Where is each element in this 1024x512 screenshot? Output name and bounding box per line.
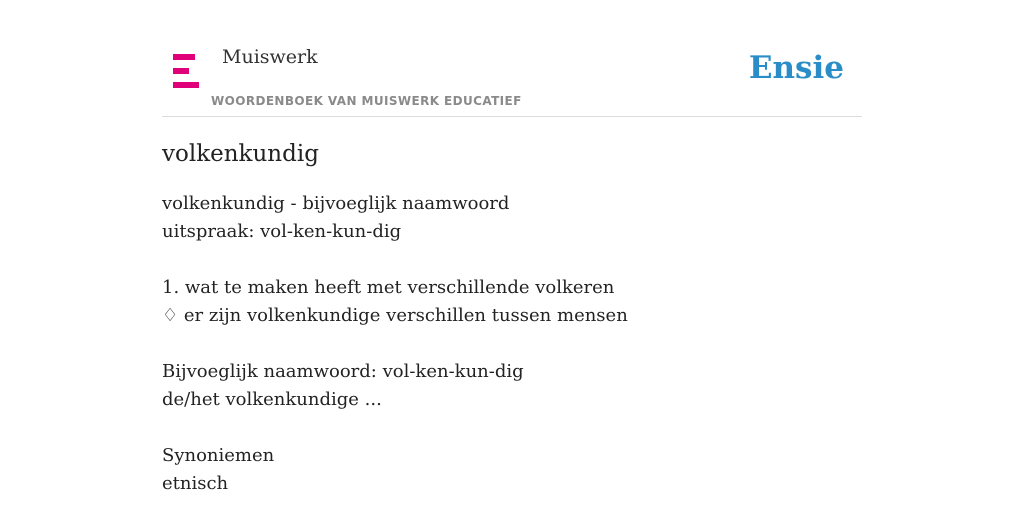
logo-bar-bottom — [173, 82, 199, 88]
entry-line: 1. wat te maken heeft met verschillende volkeren — [162, 277, 615, 298]
brand-subtitle: WOORDENBOEK VAN MUISWERK EDUCATIEF — [211, 94, 522, 108]
entry-body — [162, 190, 862, 498]
entry-title: volkenkundig — [162, 141, 319, 167]
entry-line: uitspraak: vol-ken-kun-dig — [162, 221, 402, 242]
entry-line: Synoniemen — [162, 445, 275, 466]
muiswerk-logo-icon[interactable] — [173, 54, 201, 88]
entry-line — [162, 330, 862, 358]
entry-line: etnisch — [162, 473, 229, 494]
entry-line: Bijvoeglijk naamwoord: vol-ken-kun-dig — [162, 361, 524, 382]
header — [162, 0, 862, 117]
entry-line — [162, 246, 862, 274]
brand-name[interactable]: Muiswerk — [222, 46, 318, 68]
ensie-logo[interactable]: Ensie — [748, 50, 844, 86]
entry-line: de/het volkenkundige ... — [162, 389, 382, 410]
entry-content — [162, 138, 862, 498]
entry-line — [162, 414, 862, 442]
logo-bar-middle — [173, 68, 189, 74]
logo-bar-top — [173, 54, 195, 60]
entry-line: ♢ er zijn volkenkundige verschillen tussen mensen — [162, 305, 628, 326]
entry-line: volkenkundig - bijvoeglijk naamwoord — [162, 193, 510, 214]
